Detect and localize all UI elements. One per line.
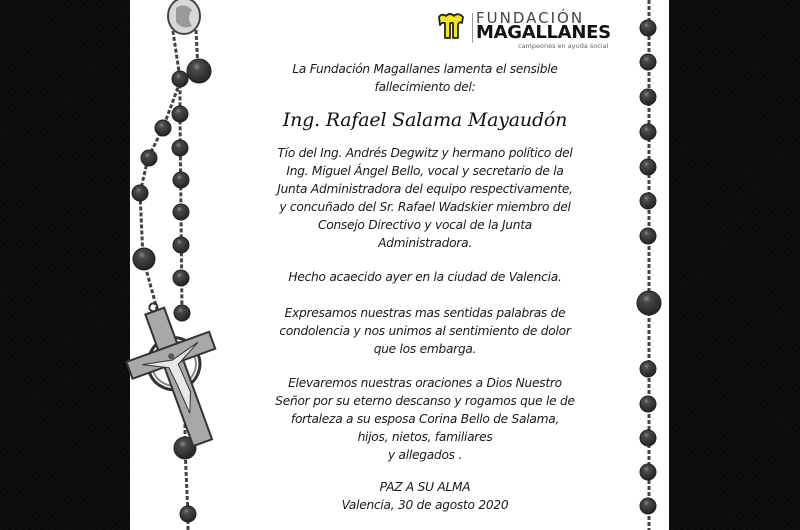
logo-line1: FUNDACIÓN xyxy=(476,9,585,27)
relations-text xyxy=(255,144,595,252)
relations-line: Administradora. xyxy=(378,236,472,250)
relations-line: Junta Administradora del equipo respectivamente, xyxy=(277,182,573,196)
relations-line: y concuñado del Sr. Rafael Wadskier miembro del xyxy=(279,200,571,214)
intro-line: La Fundación Magallanes lamenta el sensible xyxy=(292,62,558,76)
prayers-line: hijos, nietos, familiares xyxy=(357,430,493,444)
intro-line: fallecimiento del: xyxy=(374,80,476,94)
condolences-line: condolencia y nos unimos al sentimiento de dolor xyxy=(279,324,571,338)
prayers-text xyxy=(255,374,595,464)
logo-separator xyxy=(472,13,473,43)
deceased-name: Ing. Rafael Salama Mayaudón xyxy=(282,109,568,131)
condolences-text xyxy=(255,304,595,358)
intro-text xyxy=(255,60,595,96)
prayers-line: y allegados . xyxy=(387,448,463,462)
place-date: Valencia, 30 de agosto 2020 xyxy=(341,498,509,512)
logo-line2: MAGALLANES xyxy=(476,22,611,43)
fundacion-magallanes-logo xyxy=(436,9,611,50)
closing-line: PAZ A SU ALMA xyxy=(379,480,471,494)
prayers-line: Señor por su eterno descanso y rogamos que le de xyxy=(275,394,575,408)
relations-line: Consejo Directivo y vocal de la Junta xyxy=(317,218,532,232)
condolences-line: que los embarga. xyxy=(373,342,477,356)
relations-line: Ing. Miguel Ángel Bello, vocal y secretario de la xyxy=(286,164,564,178)
prayers-line: Elevaremos nuestras oraciones a Dios Nuestro xyxy=(288,376,562,390)
event-text xyxy=(255,268,595,286)
condolences-line: Expresamos nuestras mas sentidas palabras de xyxy=(284,306,566,320)
magallanes-m-logo-icon xyxy=(436,11,466,41)
relations-line: Tío del Ing. Andrés Degwitz y hermano político del xyxy=(277,146,573,160)
event-line: Hecho acaecido ayer en la ciudad de Valencia. xyxy=(288,270,562,284)
logo-tagline: campeones en ayuda social xyxy=(518,42,609,50)
closing-text xyxy=(255,478,595,514)
prayers-line: fortaleza a su esposa Corina Bello de Salama, xyxy=(290,412,560,426)
